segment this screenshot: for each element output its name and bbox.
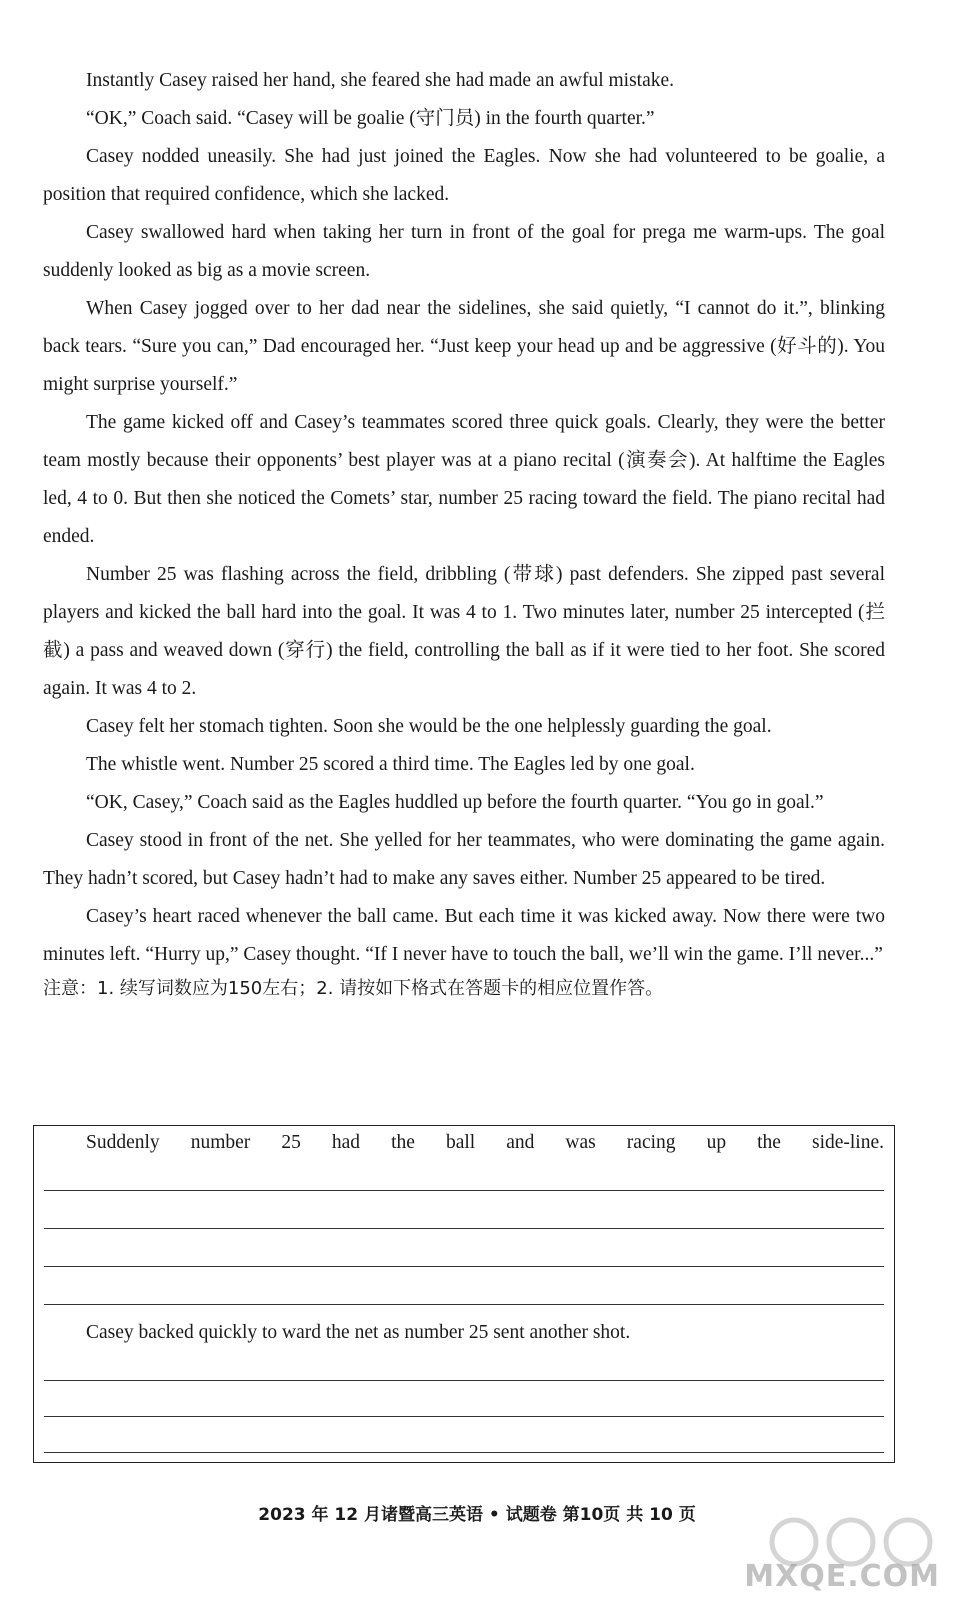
paragraph: Casey swallowed hard when taking her turn in front of the goal for prega me warm-ups. The goal suddenly looked as big as a movie screen. bbox=[43, 222, 885, 281]
writing-line[interactable] bbox=[44, 1452, 884, 1453]
paragraph: “OK,” Coach said. “Casey will be goalie (守门员) in the fourth quarter.” bbox=[86, 108, 655, 129]
writing-line[interactable] bbox=[44, 1304, 884, 1305]
paragraph: Instantly Casey raised her hand, she feared she had made an awful mistake. bbox=[86, 70, 675, 91]
opening-sentence-2: Casey backed quickly to ward the net as number 25 sent another shot. bbox=[86, 1322, 631, 1343]
answer-box bbox=[33, 1125, 895, 1463]
watermark-text: MXQE.COM bbox=[744, 1559, 940, 1594]
paragraph: Number 25 was flashing across the field, dribbling (带球) past defenders. She zipped past several players and kicked the ball hard into the goal. It was 4 to 1. Two minutes later, number 25 intercepted (拦截) a pass and weaved down (穿行) the field, controlling the ball as if it were tied to her foot. She scored again. It was 4 to 2. bbox=[43, 564, 885, 699]
writing-line[interactable] bbox=[44, 1228, 884, 1229]
writing-line[interactable] bbox=[44, 1266, 884, 1267]
paragraph: The game kicked off and Casey’s teammates scored three quick goals. Clearly, they were the better team mostly because their opponents’ best player was at a piano recital (演奏会). At halftime the Eagles led, 4 to 0. But then she noticed the Comets’ star, number 25 racing toward the field. The piano recital had ended. bbox=[43, 412, 885, 547]
paragraph: “OK, Casey,” Coach said as the Eagles huddled up before the fourth quarter. “You go in goal.” bbox=[86, 792, 824, 813]
paragraph: The whistle went. Number 25 scored a third time. The Eagles led by one goal. bbox=[86, 754, 695, 775]
paragraph: Casey nodded uneasily. She had just joined the Eagles. Now she had volunteered to be goalie, a position that required confidence, which she lacked. bbox=[43, 146, 885, 205]
paragraph: Casey’s heart raced whenever the ball came. But each time it was kicked away. Now there were two minutes left. “Hurry up,” Casey thought. “If I never have to touch the ball, we’ll win the game. I’ll never...” bbox=[43, 906, 885, 965]
passage bbox=[43, 62, 885, 1004]
writing-line[interactable] bbox=[44, 1380, 884, 1381]
paragraph: When Casey jogged over to her dad near the sidelines, she said quietly, “I cannot do it.”, blinking back tears. “Sure you can,” Dad encouraged her. “Just keep your head up and be aggressive (好斗的). You might surprise yourself.” bbox=[43, 298, 885, 395]
writing-line[interactable] bbox=[44, 1416, 884, 1417]
opening-sentence-1: Suddenly number 25 had the ball and was racing up the side-line. bbox=[86, 1132, 884, 1153]
paragraph: Casey felt her stomach tighten. Soon she would be the one helplessly guarding the goal. bbox=[86, 716, 772, 737]
writing-line[interactable] bbox=[44, 1190, 884, 1191]
instructions-note: 注意：1. 续写词数应为150左右；2. 请按如下格式在答题卡的相应位置作答。 bbox=[43, 978, 664, 999]
paragraph: Casey stood in front of the net. She yelled for her teammates, who were dominating the game again. They hadn’t scored, but Casey hadn’t had to make any saves either. Number 25 appeared to be tired. bbox=[43, 830, 885, 889]
page-footer: 2023 年 12 月诸暨高三英语 • 试题卷 第10页 共 10 页 bbox=[258, 1505, 696, 1525]
